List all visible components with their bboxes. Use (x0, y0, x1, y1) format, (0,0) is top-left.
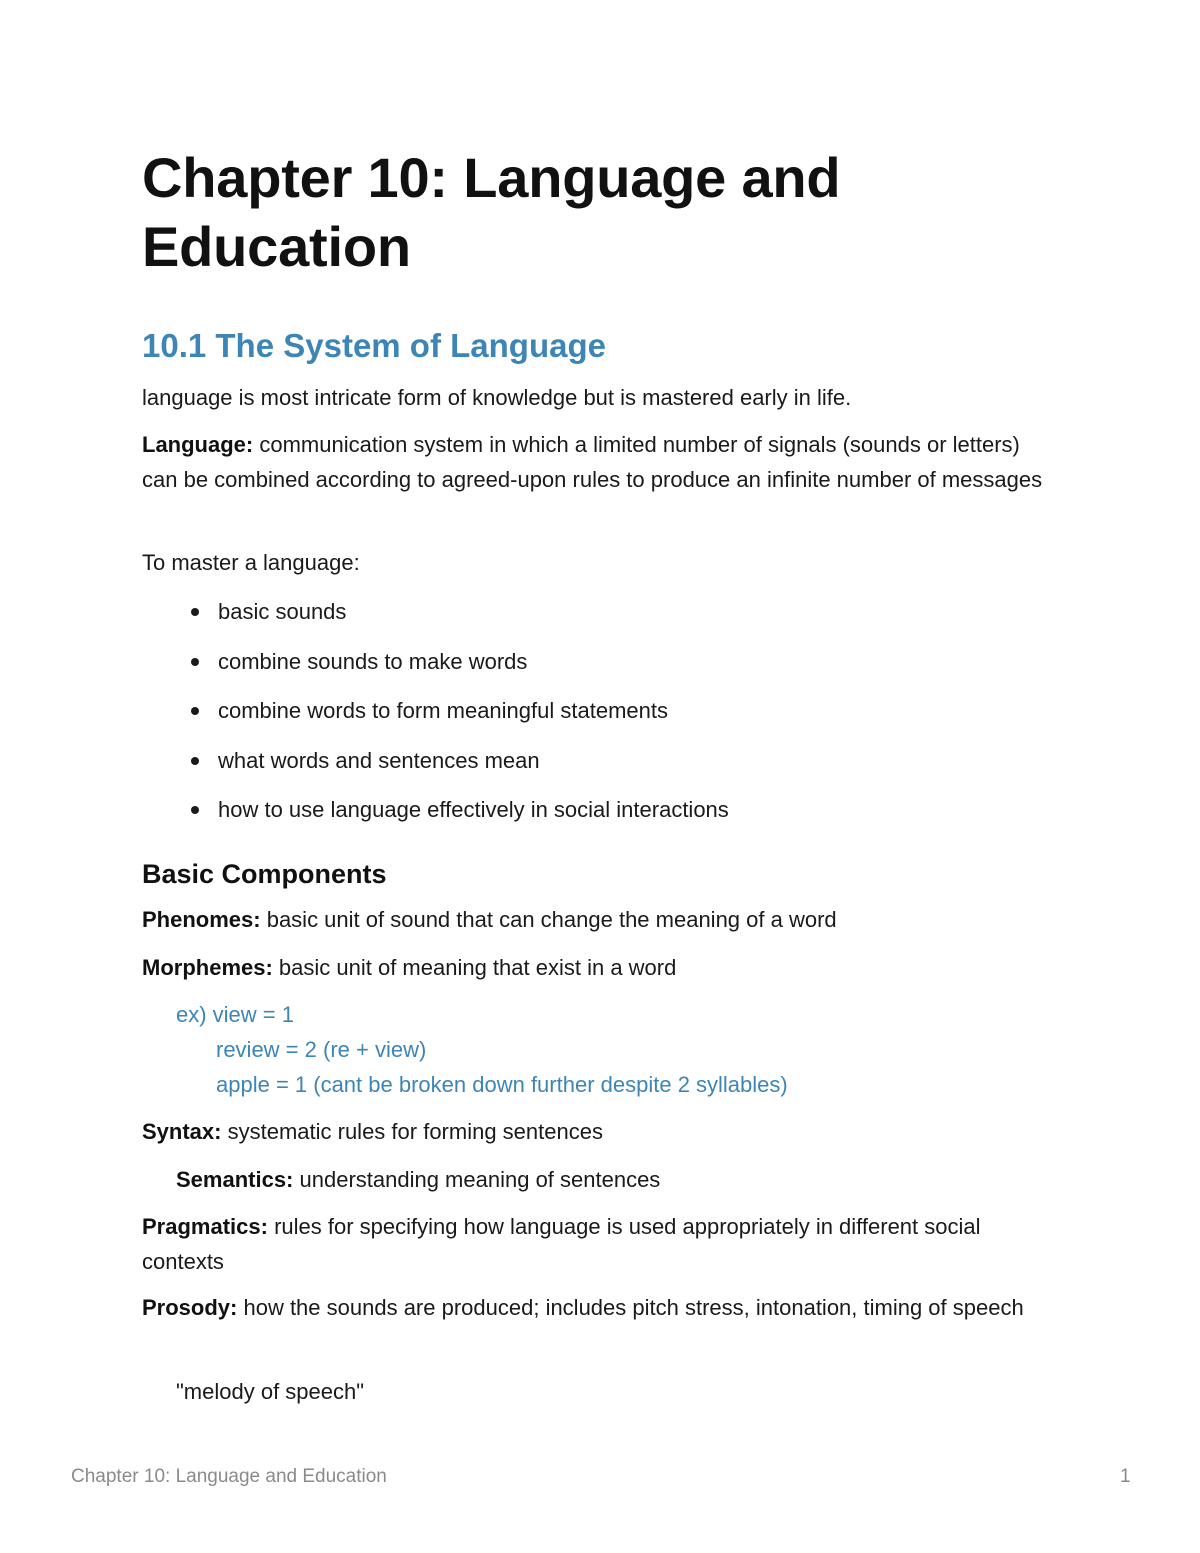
list-item-text: combine words to form meaningful statements (218, 698, 668, 723)
prosody-quote: "melody of speech" (176, 1379, 365, 1404)
bullet-icon (191, 658, 199, 666)
example-line: apple = 1 (cant be broken down further despite 2 syllables) (216, 1072, 788, 1097)
language-definition (142, 427, 1052, 497)
footer-title: Chapter 10: Language and Education (71, 1466, 387, 1487)
syntax-definition (142, 1114, 603, 1149)
bullet-icon (191, 707, 199, 715)
list-item (142, 743, 729, 793)
list-item (142, 792, 729, 842)
list-item (142, 594, 729, 644)
list-item-text: combine sounds to make words (218, 648, 528, 674)
subheading-basic-components: Basic Components (142, 859, 387, 889)
master-intro: To master a language: (142, 550, 360, 575)
syntax-term: Syntax: (142, 1119, 222, 1144)
phenomes-definition (142, 902, 837, 937)
example-line: review = 2 (re + view) (216, 1037, 427, 1062)
section-heading: 10.1 The System of Language (142, 327, 606, 364)
prosody-definition (142, 1290, 1052, 1325)
language-term: Language: (142, 432, 254, 457)
prosody-term: Prosody: (142, 1295, 238, 1320)
morphemes-definition (142, 950, 676, 985)
language-definition-text: communication system in which a limited number of signals (sounds or letters) can be combined according to agreed-upon rules to produce an infinite number of messages (142, 432, 1043, 492)
bullet-icon (191, 608, 199, 616)
prosody-text: how the sounds are produced; includes pitch stress, intonation, timing of speech (237, 1295, 1024, 1320)
bullet-icon (191, 806, 199, 814)
list-item (142, 644, 729, 694)
semantics-definition (176, 1162, 660, 1197)
semantics-term: Semantics: (176, 1167, 294, 1192)
list-item-text: how to use language effectively in social interactions (218, 797, 729, 822)
list-item-text: basic sounds (218, 599, 347, 624)
phenomes-text: basic unit of sound that can change the meaning of a word (260, 907, 837, 932)
mastery-list (142, 594, 729, 842)
semantics-text: understanding meaning of sentences (293, 1167, 661, 1192)
example-line: ex) view = 1 (176, 1002, 294, 1027)
pragmatics-definition (142, 1209, 1052, 1279)
footer-page-number: 1 (1120, 1466, 1131, 1487)
pragmatics-text: rules for specifying how language is used appropriately in different social contexts (142, 1214, 981, 1274)
document-title: Chapter 10: Language and Education (142, 146, 841, 278)
morphemes-text: basic unit of meaning that exist in a word (272, 955, 677, 980)
morphemes-term: Morphemes: (142, 955, 273, 980)
bullet-icon (191, 757, 199, 765)
intro-paragraph: language is most intricate form of knowledge but is mastered early in life. (142, 385, 852, 410)
list-item-text: what words and sentences mean (218, 747, 540, 773)
phenomes-term: Phenomes: (142, 907, 261, 932)
pragmatics-term: Pragmatics: (142, 1214, 268, 1239)
list-item (142, 693, 729, 743)
syntax-text: systematic rules for forming sentences (221, 1119, 603, 1144)
